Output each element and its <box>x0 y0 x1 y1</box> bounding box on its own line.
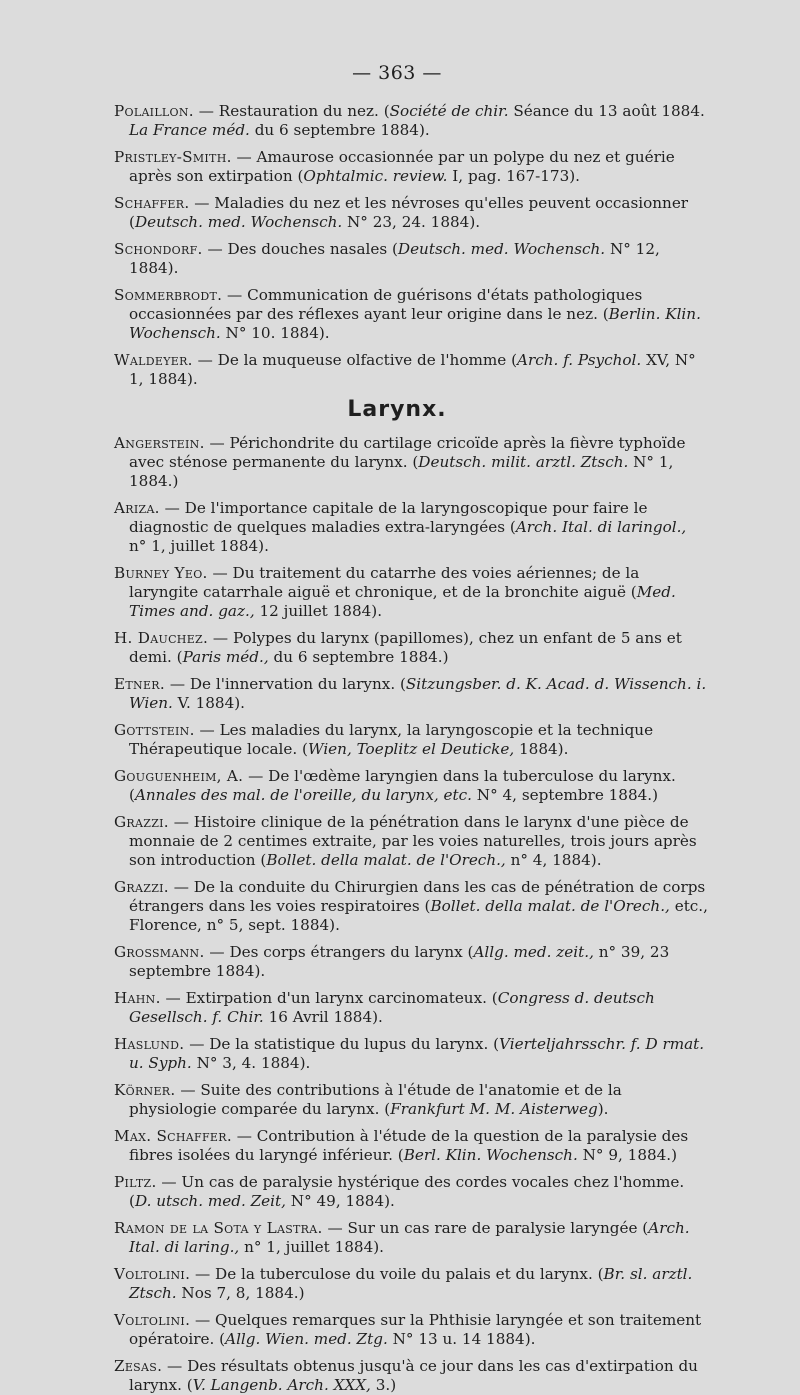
entry-author: Waldeyer. <box>114 351 193 369</box>
entry-text: — De l'importance capitale de la laryngoscopique pour faire le diagnostic de quelques maladies extra-laryngées ( <box>129 499 648 536</box>
entry-text: n° 1, juillet 1884). <box>129 537 269 555</box>
entry-text: Séance du 13 août 1884. <box>508 102 705 120</box>
entry-author: Voltolini. <box>114 1265 191 1283</box>
entry-author: Piltz. <box>114 1173 157 1191</box>
entry-text: — Restauration du nez. ( <box>193 102 390 120</box>
bibliography-entry <box>86 1081 708 1119</box>
entry-source: Arch. f. Psychol. <box>517 351 642 369</box>
entry-text: — Maladies du nez et les névroses qu'elles peuvent occasionner ( <box>129 194 689 231</box>
entry-source: Berlin. Klin. Wochensch. <box>129 305 701 342</box>
entry-text: — De la tuberculose du voile du palais et du larynx. ( <box>190 1265 604 1283</box>
entry-text: 1884). <box>514 740 569 758</box>
entry-text: — Extirpation d'un larynx carcinomateux. ( <box>160 989 498 1007</box>
entry-author: Grazzi. <box>114 878 169 896</box>
entry-text: N° 13 u. 14 1884). <box>387 1330 536 1348</box>
bibliography-entry <box>86 1219 708 1257</box>
bibliography-entry <box>86 989 708 1027</box>
entry-text: — Des corps étrangers du larynx ( <box>204 943 474 961</box>
entry-source: Arch. Ital. di laringol., <box>515 518 687 536</box>
entry-author: Hahn. <box>114 989 161 1007</box>
entry-text: — Communication de guérisons d'états pathologiques occasionnées par des réflexes ayant leur origine dans le nez. ( <box>129 286 643 323</box>
entry-author: Ariza. <box>114 499 160 517</box>
entry-source: Annales des mal. de l'oreille, du larynx, etc. <box>134 786 472 804</box>
entry-text: N° 9, 1884.) <box>577 1146 678 1164</box>
entry-text: N° 10. 1884). <box>220 324 330 342</box>
entry-text: — Périchondrite du cartilage cricoïde après la fièvre typhoïde avec sténose permanente du larynx. ( <box>129 434 686 471</box>
bibliography-entry <box>86 1357 708 1395</box>
entry-text: N° 1, 1884.) <box>129 453 674 490</box>
entry-text: du 6 septembre 1884.) <box>268 648 449 666</box>
entry-text: — De l'œdème laryngien dans la tuberculose du larynx. ( <box>129 767 676 804</box>
entry-text: V. 1884). <box>172 694 246 712</box>
entry-text: N° 12, 1884). <box>129 240 660 277</box>
bibliography-entry <box>86 629 708 667</box>
bibliography-entry <box>86 721 708 759</box>
entry-author: Voltolini. <box>114 1311 191 1329</box>
entry-text: 12 juillet 1884). <box>254 602 383 620</box>
entry-text: — Des douches nasales ( <box>202 240 398 258</box>
entry-source: Allg. med. zeit., <box>473 943 594 961</box>
entry-text: — Contribution à l'étude de la question de la paralysie des fibres isolées du laryngé inférieur. ( <box>129 1127 689 1164</box>
entry-source: V. Langenb. Arch. XXX, <box>192 1376 371 1394</box>
entry-text: ). <box>597 1100 609 1118</box>
entry-source: Bollet. della malat. de l'Orech., <box>430 897 670 915</box>
entry-source: Bollet. della malat. de l'Orech., <box>266 851 506 869</box>
entry-source: Paris méd., <box>182 648 269 666</box>
entry-author: H. Dauchez. <box>114 629 209 647</box>
entry-text: — De la muqueuse olfactive de l'homme ( <box>192 351 518 369</box>
entry-author: Haslund. <box>114 1035 185 1053</box>
bibliography-entry <box>86 564 708 621</box>
entry-text: — Des résultats obtenus jusqu'à ce jour dans les cas d'extirpation du larynx. ( <box>129 1357 698 1394</box>
entry-text: 3.) <box>370 1376 397 1394</box>
entry-author: Grazzi. <box>114 813 169 831</box>
entry-text: n° 4, 1884). <box>505 851 602 869</box>
entry-text: — Sur un cas rare de paralysie laryngée ( <box>322 1219 649 1237</box>
entry-text: du 6 septembre 1884). <box>249 121 430 139</box>
entry-text: — Polypes du larynx (papillomes), chez un enfant de 5 ans et demi. ( <box>129 629 682 666</box>
entry-source: Frankfurt M. M. Aisterweg <box>390 1100 598 1118</box>
bibliography-entry <box>86 499 708 556</box>
entry-author: Max. Schaffer. <box>114 1127 232 1145</box>
entry-author: Etner. <box>114 675 165 693</box>
entry-source: Arch. Ital. di laring., <box>129 1219 690 1256</box>
section-heading-larynx: Larynx. <box>347 397 447 422</box>
entry-text: — De la statistique du lupus du larynx. ( <box>184 1035 500 1053</box>
entry-author: Schaffer. <box>114 194 190 212</box>
entry-text: 16 Avril 1884). <box>263 1008 383 1026</box>
entry-text: XV, N° 1, 1884). <box>129 351 696 388</box>
entry-text: — Un cas de paralysie hystérique des cordes vocales chez l'homme. ( <box>129 1173 685 1210</box>
entry-source: Société de chir. <box>389 102 509 120</box>
bibliography-entry <box>86 675 708 713</box>
entry-source: Congress d. deutsch Gesellsch. f. Chir. <box>129 989 655 1026</box>
entry-text: — Histoire clinique de la pénétration dans le larynx d'une pièce de monnaie de 2 centimes extraite, par les voies naturelles, trois jours après son introduction ( <box>129 813 697 869</box>
entry-source: Ophtalmic. review. <box>303 167 448 185</box>
entry-text: — De la conduite du Chirurgien dans les cas de pénétration de corps étrangers dans les voies respiratoires ( <box>129 878 706 915</box>
entry-source: Deutsch. med. Wochensch. <box>134 213 343 231</box>
entry-author: Pristley-Smith. <box>114 148 232 166</box>
entry-source: Deutsch. milit. arztl. Ztsch. <box>418 453 629 471</box>
entry-source: Vierteljahrsschr. f. D rmat. u. Syph. <box>129 1035 705 1072</box>
page-number: — 363 — <box>352 62 442 84</box>
entry-author: Ramon de la Sota y Lastra. <box>114 1219 323 1237</box>
entry-author: Angerstein. <box>114 434 205 452</box>
entry-text: — Suite des contributions à l'étude de l'anatomie et de la physiologie comparée du larynx. ( <box>129 1081 622 1118</box>
entry-author: Gottstein. <box>114 721 195 739</box>
entry-author: Polaillon. <box>114 102 194 120</box>
bibliography-list-nose <box>86 102 708 389</box>
entry-author: Schondorf. <box>114 240 203 258</box>
entry-source: Sitzungsber. d. K. Acad. d. Wissench. i. Wien. <box>129 675 707 712</box>
bibliography-entry <box>86 878 708 935</box>
entry-source: Allg. Wien. med. Ztg. <box>225 1330 388 1348</box>
bibliography-entry <box>86 1265 708 1303</box>
entry-text: N° 49, 1884). <box>285 1192 395 1210</box>
entry-author: Gouguenheim, A. <box>114 767 244 785</box>
bibliography-list-larynx <box>86 434 708 1395</box>
entry-author: Sommerbrodt. <box>114 286 223 304</box>
entry-text: Nos 7, 8, 1884.) <box>176 1284 305 1302</box>
bibliography-entry <box>86 943 708 981</box>
entry-source: La France méd. <box>129 121 250 139</box>
entry-text: — Du traitement du catarrhe des voies aériennes; de la laryngite catarrhale aiguë et chronique, et de la bronchite aiguë ( <box>129 564 640 601</box>
entry-author: Grossmann. <box>114 943 205 961</box>
bibliography-entry <box>86 148 708 186</box>
bibliography-entry <box>86 240 708 278</box>
entry-text: etc., Florence, n° 5, sept. 1884). <box>129 897 708 934</box>
entry-text: n° 1, juillet 1884). <box>239 1238 384 1256</box>
entry-text: N° 3, 4. 1884). <box>191 1054 311 1072</box>
bibliography-entry <box>86 102 708 140</box>
entry-text: N° 4, septembre 1884.) <box>471 786 659 804</box>
entry-author: Körner. <box>114 1081 176 1099</box>
entry-source: Berl. Klin. Wochensch. <box>403 1146 578 1164</box>
entry-text: — Amaurose occasionnée par un polype du nez et guérie après son extirpation ( <box>129 148 675 185</box>
entry-text: — Les maladies du larynx, la laryngoscopie et la technique Thérapeutique locale. ( <box>129 721 654 758</box>
bibliography-entry <box>86 1173 708 1211</box>
entry-author: Burney Yeo. <box>114 564 208 582</box>
bibliography-entry <box>86 286 708 343</box>
bibliography-entry <box>86 767 708 805</box>
bibliography-entry <box>86 1311 708 1349</box>
entry-text: — De l'innervation du larynx. ( <box>165 675 406 693</box>
entry-source: D. utsch. med. Zeit, <box>134 1192 286 1210</box>
bibliography-entry <box>86 1127 708 1165</box>
entry-author: Zesas. <box>114 1357 163 1375</box>
bibliography-entry <box>86 351 708 389</box>
entry-text: n° 39, 23 septembre 1884). <box>129 943 670 980</box>
bibliography-entry <box>86 434 708 491</box>
entry-source: Med. Times and. gaz., <box>129 583 676 620</box>
entry-text: N° 23, 24. 1884). <box>342 213 481 231</box>
entry-text: I, pag. 167-173). <box>447 167 580 185</box>
bibliography-entry <box>86 194 708 232</box>
entry-text: — Quelques remarques sur la Phthisie laryngée et son traitement opératoire. ( <box>129 1311 702 1348</box>
entry-source: Wien, Toeplitz el Deuticke, <box>307 740 515 758</box>
entry-source: Deutsch. med. Wochensch. <box>397 240 606 258</box>
entry-source: Br. sl. arztl. Ztsch. <box>129 1265 693 1302</box>
bibliography-entry <box>86 1035 708 1073</box>
bibliography-entry <box>86 813 708 870</box>
